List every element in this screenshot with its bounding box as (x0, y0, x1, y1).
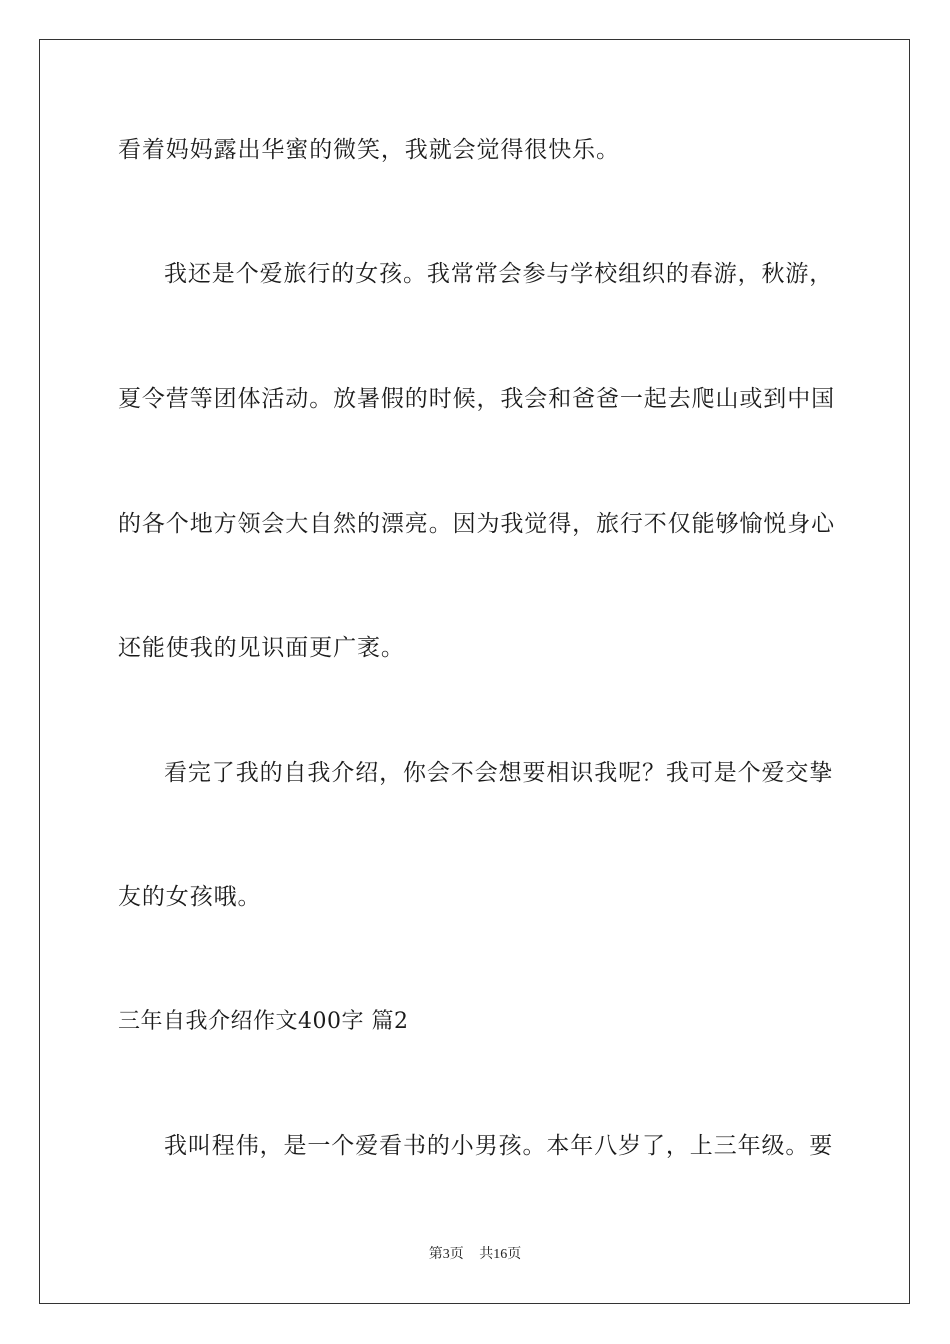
text-line: 夏令营等团体活动。放暑假的时候，我会和爸爸一起去爬山或到中国 (118, 386, 835, 412)
text-line: 还能使我的见识面更广袤。 (118, 635, 405, 661)
page-border (39, 39, 910, 1304)
text-line: 看完了我的自我介绍，你会不会想要相识我呢？我可是个爱交挚 (164, 760, 834, 786)
text-line: 我还是个爱旅行的女孩。我常常会参与学校组织的春游，秋游， (164, 261, 834, 287)
text-line: 我叫程伟，是一个爱看书的小男孩。本年八岁了，上三年级。要 (164, 1133, 834, 1159)
page-total: 共16页 (479, 1247, 522, 1262)
text-line: 友的女孩哦。 (118, 884, 262, 910)
section-heading: 三年自我介绍作文400字 篇2 (118, 1009, 409, 1034)
text-line: 的各个地方领会大自然的漂亮。因为我觉得，旅行不仅能够愉悦身心 (118, 511, 835, 537)
page-number: 第3页 (428, 1247, 464, 1262)
page-footer (0, 1246, 950, 1264)
text-line: 看着妈妈露出华蜜的微笑，我就会觉得很快乐。 (118, 137, 620, 163)
